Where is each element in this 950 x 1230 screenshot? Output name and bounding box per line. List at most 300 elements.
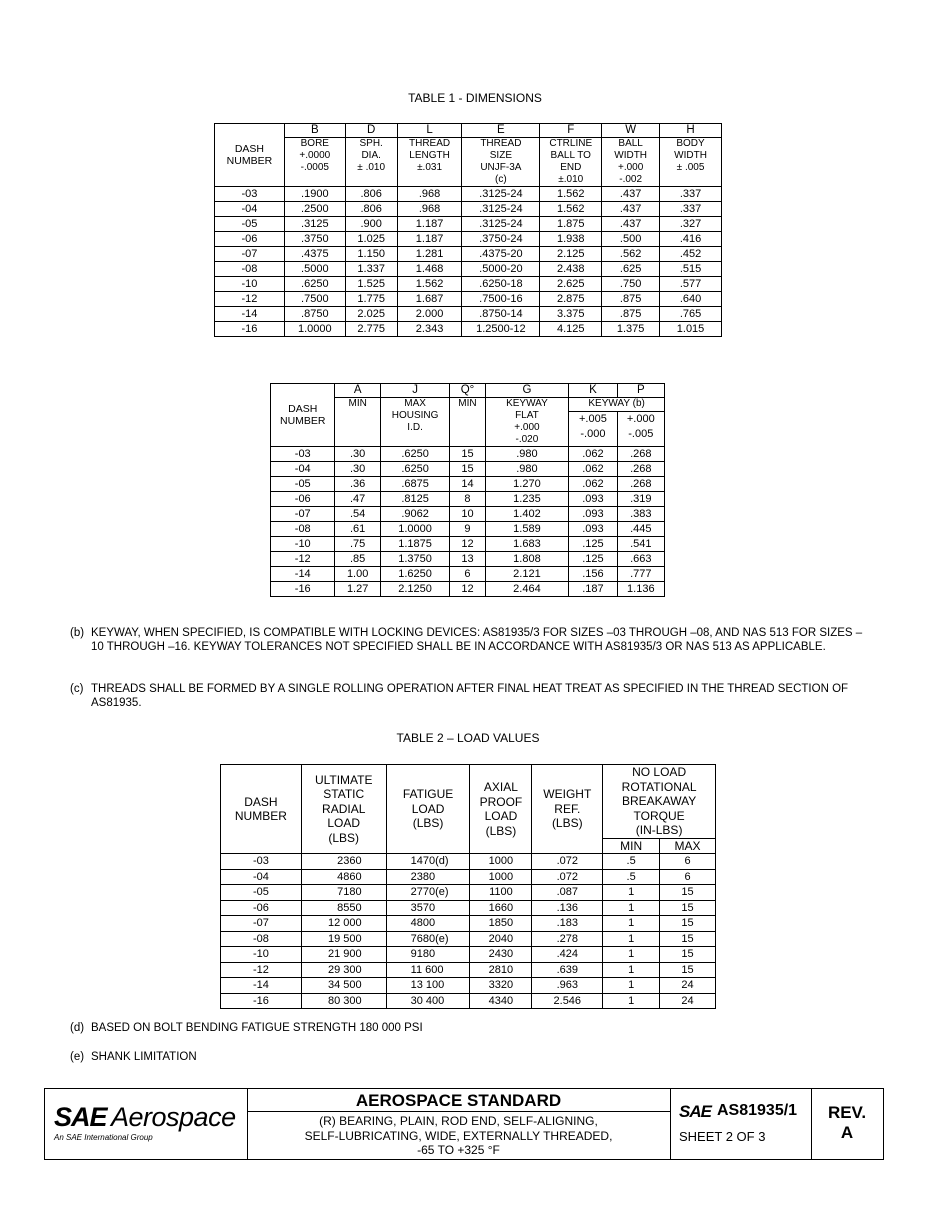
standard-heading: AEROSPACE STANDARD [247,1089,670,1112]
header-line: SIZE [489,150,512,161]
table-cell: 1.687 [397,292,462,307]
column-letter: L [397,124,462,138]
table-row [271,492,665,507]
table-cell: 2.546 [532,993,603,1009]
table-cell: .6875 [380,477,450,492]
table-row [271,567,665,582]
table-cell: .156 [569,567,617,582]
note-c [70,682,870,712]
table-cell: 1.1875 [380,537,450,552]
max-header: MAX [660,838,716,854]
table-cell: 2040 [470,931,532,947]
table-cell: -12 [271,552,335,567]
table-cell: 3.375 [540,307,602,322]
table-cell: 4860 [301,869,386,885]
table-cell: .875 [602,307,660,322]
header-line: NUMBER [234,809,287,823]
header-line: MIN [458,398,477,409]
note-b [70,626,870,670]
table-row [271,462,665,477]
column-header [532,765,603,854]
table-row [221,962,716,978]
title-cell [247,1089,671,1159]
table-cell: .3750-24 [462,232,540,247]
header-line: LENGTH [409,150,450,161]
table-cell: .515 [660,262,722,277]
load-values-table [220,764,716,1009]
revision-cell [811,1089,883,1159]
table-row [221,978,716,994]
table-cell: .47 [335,492,380,507]
header-line: +.0000 [299,150,331,161]
rev-value: A [840,1123,854,1142]
header-line: PROOF [479,794,523,809]
table-cell: 15 [660,931,716,947]
table-row [215,202,722,217]
table-cell: 11 600 [386,962,470,978]
table-cell: .424 [532,947,603,963]
table-cell: 30 400 [386,993,470,1009]
table-cell: .4375 [284,247,345,262]
table-cell: .5000 [284,262,345,277]
table-cell: .7500 [284,292,345,307]
header-line: WIDTH [674,150,707,161]
header-line: +.000 [514,422,540,433]
table-cell: 1.525 [345,277,397,292]
note-e-text: SHANK LIMITATION [91,1051,197,1063]
table-cell: -07 [221,916,302,932]
table-cell: 1.683 [485,537,569,552]
table-cell: -16 [221,993,302,1009]
table-cell: .500 [602,232,660,247]
header-line: LOAD [411,801,445,816]
table-cell: .3125-24 [462,187,540,202]
table-cell: 1 [603,900,660,916]
table-cell: .268 [617,477,664,492]
dash-header-word: DASH [234,143,265,155]
note-c-tag: (c) [70,683,84,695]
table-cell: .2500 [284,202,345,217]
table-cell: 13 100 [386,978,470,994]
table-cell: -03 [221,854,302,870]
header-line: HOUSING [391,410,439,421]
header-line: -.000 [580,428,606,441]
table-row [221,931,716,947]
table-cell: .093 [569,492,617,507]
table2-caption: TABLE 2 – LOAD VALUES [396,731,540,745]
table-cell: .7500-16 [462,292,540,307]
note-b-tag: (b) [70,627,85,639]
note-e [70,1050,870,1066]
column-letter: Q° [450,384,485,398]
table-cell: 1.562 [540,202,602,217]
table-cell: -03 [215,187,285,202]
table-cell: .980 [485,447,569,462]
table-row [215,247,722,262]
column-letter: A [335,384,380,398]
table-cell: -14 [221,978,302,994]
table-cell: .337 [660,202,722,217]
table-cell: 2.464 [485,582,569,597]
table-cell: 15 [660,916,716,932]
header-line: RADIAL [322,801,366,816]
table-cell: 1.562 [540,187,602,202]
table-cell: -14 [215,307,285,322]
table-cell: 1.375 [602,322,660,337]
table-cell: .187 [569,582,617,597]
table-cell: .968 [397,187,462,202]
table-cell: -10 [215,277,285,292]
column-header [301,765,386,854]
column-description [397,138,462,187]
table-cell: 1.150 [345,247,397,262]
table-cell: .625 [602,262,660,277]
header-line: THREAD [480,138,522,149]
header-line: THREAD [408,138,451,149]
header-line: WIDTH [614,150,648,161]
table-cell: .183 [532,916,603,932]
table-cell: 2360 [301,854,386,870]
table-cell: .6250 [284,277,345,292]
header-line: MIN [348,398,367,409]
table-row [221,869,716,885]
table-row [271,582,665,597]
table-row [215,232,722,247]
table-cell: -04 [215,202,285,217]
table-cell: 1 [603,916,660,932]
table-cell: 1.875 [540,217,602,232]
dash-header-word: NUMBER [226,155,273,167]
table-cell: -08 [271,522,335,537]
table-cell: 15 [450,447,485,462]
table-row [271,477,665,492]
table-cell: .072 [532,869,603,885]
table-cell: -05 [221,885,302,901]
column-description [602,138,660,187]
table-cell: 1.808 [485,552,569,567]
table-cell: .8750-14 [462,307,540,322]
keyway-header: KEYWAY (b) [569,398,665,412]
column-letter: H [660,124,722,138]
table-cell: .30 [335,462,380,477]
table-cell: .125 [569,537,617,552]
table-cell: -16 [271,582,335,597]
table-cell: -03 [271,447,335,462]
note-d [70,1021,870,1037]
header-line: ULTIMATE [314,772,373,787]
header-line: END [560,162,582,173]
table-row [221,916,716,932]
table-cell: -04 [271,462,335,477]
table-cell: -12 [221,962,302,978]
table-cell: 1.270 [485,477,569,492]
table-cell: .062 [569,447,617,462]
table-cell: 1.468 [397,262,462,277]
note-e-tag: (e) [70,1051,85,1063]
table-cell: 12 [450,537,485,552]
column-description [335,398,380,447]
column-letter: G [485,384,569,398]
table-row [271,552,665,567]
column-description [284,138,345,187]
column-letter: P [617,384,664,398]
table-cell: .5 [603,869,660,885]
table-cell: .278 [532,931,603,947]
column-header [603,765,716,839]
dash-number-header [271,384,335,447]
table-cell: 2.125 [540,247,602,262]
table-cell: 1.00 [335,567,380,582]
k-tolerance [569,412,617,447]
table-cell: 21 900 [301,947,386,963]
table-cell: .3750 [284,232,345,247]
table-row [271,447,665,462]
header-line: SPH. [359,138,383,149]
table-cell: 6 [450,567,485,582]
column-description [462,138,540,187]
table-row [215,322,722,337]
document-number-cell [670,1089,812,1159]
table-cell: .750 [602,277,660,292]
table-cell: .1900 [284,187,345,202]
note-b-text: KEYWAY, WHEN SPECIFIED, IS COMPATIBLE WITH LOCKING DEVICES: AS81935/3 FOR SIZES –03 THROUGH –08, AND NAS 513 FOR SIZES –10 THROUGH –16. KEYWAY TOLERANCES NOT SPECIFIED SHALL BE IN ACCORDANCE WITH AS81935/3 OR NAS 513 AS APPLICABLE. [91,627,863,653]
table-cell: 8550 [301,900,386,916]
table-cell: .36 [335,477,380,492]
header-line: TORQUE [633,808,685,823]
table-cell: 1.589 [485,522,569,537]
table-cell: -08 [215,262,285,277]
table-cell: 1.015 [660,322,722,337]
table-cell: .30 [335,447,380,462]
table-cell: 1 [603,993,660,1009]
table-cell: -12 [215,292,285,307]
table-cell: 6 [660,869,716,885]
table-cell: .541 [617,537,664,552]
header-line: +.000 [617,162,644,173]
table-cell: 1.025 [345,232,397,247]
table-cell: -14 [271,567,335,582]
table-cell: 2810 [470,962,532,978]
table-cell: 9180 [386,947,470,963]
table-cell: 4800 [386,916,470,932]
table-cell: .093 [569,522,617,537]
table-cell: -16 [215,322,285,337]
table-cell: 1660 [470,900,532,916]
table-cell: 1.136 [617,582,664,597]
note-d-tag: (d) [70,1022,85,1034]
dash-header-word: NUMBER [279,415,326,427]
table-cell: 1 [603,947,660,963]
note-c-text: THREADS SHALL BE FORMED BY A SINGLE ROLLING OPERATION AFTER FINAL HEAT TREAT AS SPECIFIED IN THE THREAD SECTION OF AS81935. [91,683,849,709]
table-cell: .8750 [284,307,345,322]
table-row [215,292,722,307]
header-line: BODY [676,138,705,149]
table-cell: 1000 [470,869,532,885]
header-line: (IN-LBS) [635,823,683,837]
table-cell: 1.402 [485,507,569,522]
table-cell: .806 [345,202,397,217]
table-cell: .4375-20 [462,247,540,262]
table-cell: 1.938 [540,232,602,247]
table-cell: 2770(e) [386,885,470,901]
header-line: UNJF-3A [480,162,522,173]
column-letter: B [284,124,345,138]
column-letter: K [569,384,617,398]
table-cell: 13 [450,552,485,567]
table-cell: 19 500 [301,931,386,947]
header-line: +.000 [626,413,655,426]
table-cell: 1.187 [397,217,462,232]
table-cell: .093 [569,507,617,522]
table-cell: 1 [603,962,660,978]
table-row [271,537,665,552]
header-line: (c) [495,174,507,185]
table-cell: .6250 [380,462,450,477]
table-cell: .268 [617,447,664,462]
table-cell: 1000 [470,854,532,870]
table-cell: 1 [603,978,660,994]
column-description [660,138,722,187]
header-line: FATIGUE [402,787,454,802]
note-d-text: BASED ON BOLT BENDING FATIGUE STRENGTH 180 000 PSI [91,1022,423,1034]
header-line: BALL [618,138,643,149]
table-cell: 34 500 [301,978,386,994]
table-cell: .85 [335,552,380,567]
table-cell: 1.0000 [284,322,345,337]
header-line: BREAKAWAY [621,794,697,808]
column-letter: E [462,124,540,138]
column-header [470,765,532,854]
table-cell: 1.775 [345,292,397,307]
column-description [485,398,569,447]
table-cell: -07 [215,247,285,262]
column-description [345,138,397,187]
title-line-2: SELF-LUBRICATING, WIDE, EXTERNALLY THREADED, [304,1128,613,1143]
header-line: -.005 [628,428,654,441]
title-line-3: -65 TO +325 °F [417,1143,500,1157]
header-line: +.005 [578,413,607,426]
table-cell: 6 [660,854,716,870]
table-cell: 7180 [301,885,386,901]
table-cell: -10 [221,947,302,963]
table-cell: .5000-20 [462,262,540,277]
header-row [221,765,716,839]
table-cell: 12 000 [301,916,386,932]
letter-row [215,124,722,138]
table-cell: .327 [660,217,722,232]
table-cell: 1.6250 [380,567,450,582]
title-line-1: (R) BEARING, PLAIN, ROD END, SELF-ALIGNING, [319,1114,598,1128]
table-cell: 12 [450,582,485,597]
column-letter: D [345,124,397,138]
logo-word: Aerospace [111,1102,236,1132]
header-line: WEIGHT [543,787,592,802]
column-header [386,765,470,854]
table-cell: -04 [221,869,302,885]
table-cell: 15 [660,947,716,963]
table-cell: .337 [660,187,722,202]
table-cell: 3570 [386,900,470,916]
p-tolerance [617,412,664,447]
table-cell: 1 [603,931,660,947]
table-row [215,307,722,322]
document-number: AS81935/1 [717,1102,798,1119]
table-cell: 1 [603,885,660,901]
header-line: BALL TO [550,150,591,161]
header-line: LOAD [484,809,518,823]
dimensions-table [214,123,722,337]
table-cell: 2.875 [540,292,602,307]
letter-row [271,384,665,398]
table-cell: .136 [532,900,603,916]
header-line: STATIC [323,787,365,802]
table-cell: 1.0000 [380,522,450,537]
table-cell: .900 [345,217,397,232]
table-cell: .75 [335,537,380,552]
header-line: DIA. [361,150,381,161]
header-line: -.002 [619,174,643,185]
column-letter: J [380,384,450,398]
table-cell: 1850 [470,916,532,932]
table-cell: -06 [221,900,302,916]
header-line: REF. [554,801,581,816]
table-cell: .437 [602,217,660,232]
header-line: DASH [244,794,278,809]
table-cell: 1.562 [397,277,462,292]
table-cell: 1.281 [397,247,462,262]
header-line: (LBS) [551,816,583,831]
table-cell: .3125 [284,217,345,232]
table-cell: .062 [569,462,617,477]
description-row [215,138,722,187]
table-cell: .663 [617,552,664,567]
table-cell: 4.125 [540,322,602,337]
table-cell: .61 [335,522,380,537]
table-cell: 15 [660,900,716,916]
column-header [221,765,302,854]
rev-label: REV. [827,1103,867,1122]
header-line: FLAT [515,410,539,421]
table-row [221,900,716,916]
table-cell: .968 [397,202,462,217]
column-description [540,138,602,187]
table-cell: 1.187 [397,232,462,247]
table-cell: 15 [660,962,716,978]
table-cell: .3125-24 [462,217,540,232]
table-row [221,993,716,1009]
logo-tagline: An SAE International Group [54,1133,153,1142]
table-cell: 2.438 [540,262,602,277]
table-cell: 2.121 [485,567,569,582]
header-line: ±.010 [558,174,584,185]
table-cell: .437 [602,202,660,217]
table-row [221,885,716,901]
header-line: -.0005 [300,162,329,173]
table-cell: -10 [271,537,335,552]
header-line: BORE [300,138,329,149]
table-cell: .963 [532,978,603,994]
header-line: AXIAL [483,780,518,794]
header-line: (LBS) [328,830,360,845]
table-cell: .54 [335,507,380,522]
table-cell: 2.775 [345,322,397,337]
table-cell: 29 300 [301,962,386,978]
table-cell: 2430 [470,947,532,963]
table-cell: 24 [660,993,716,1009]
dash-header-word: DASH [288,403,318,415]
table-cell: .639 [532,962,603,978]
header-line: CTRLINE [549,138,593,149]
